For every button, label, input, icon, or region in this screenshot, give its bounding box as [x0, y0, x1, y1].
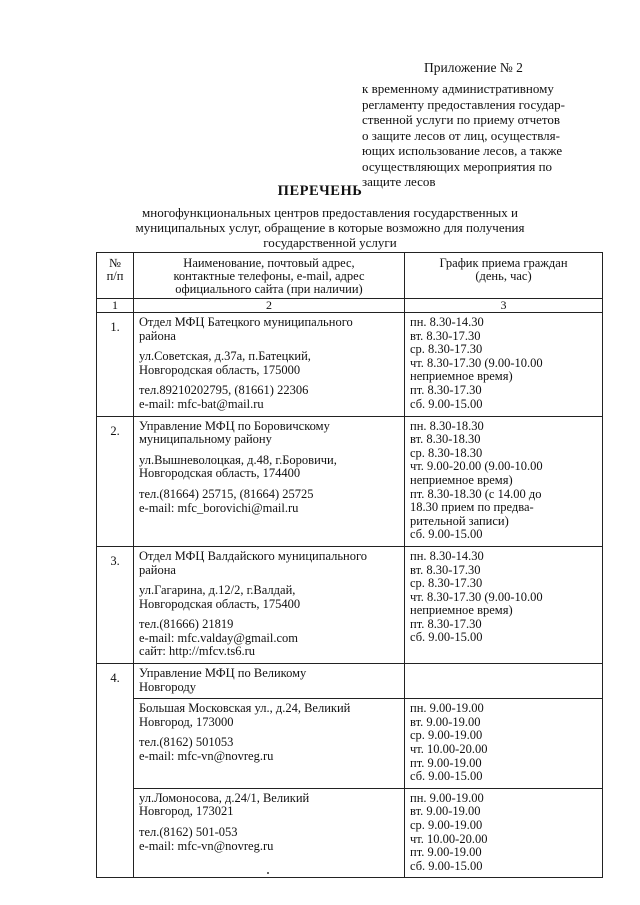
- contact-block: [139, 350, 400, 377]
- table-row: [97, 416, 603, 546]
- header-schedule: [405, 253, 603, 299]
- regulation-line: ющих использование лесов, а также: [362, 143, 563, 158]
- schedule-line: неприемное время): [410, 472, 513, 487]
- contact-line: ул.Советская, д.37а, п.Батецкий,: [139, 349, 311, 364]
- column-number: 2: [134, 299, 405, 313]
- header-num: [97, 253, 134, 299]
- contact-cell: [134, 313, 405, 417]
- contact-block: [139, 667, 400, 694]
- schedule-cell: [405, 664, 603, 699]
- scan-speck: [267, 872, 269, 874]
- schedule-cell: [405, 313, 603, 417]
- column-number-row: [97, 299, 603, 313]
- regulation-reference: [362, 81, 622, 190]
- contact-line: Новгород, 173021: [139, 804, 234, 819]
- contact-line: Отдел МФЦ Батецкого муниципального: [139, 315, 353, 329]
- schedule-line: сб. 9.00-15.00: [410, 396, 483, 411]
- contact-line: e-mail: mfc-vn@novreg.ru: [139, 749, 274, 764]
- schedule-line: пт. 9.00-19.00: [410, 845, 482, 860]
- schedule-cell: [405, 788, 603, 878]
- schedule-line: ср. 8.30-18.30: [410, 445, 483, 460]
- contact-line: Большая Московская ул., д.24, Великий: [139, 701, 351, 716]
- contact-line: Новгородская область, 175000: [139, 362, 301, 377]
- schedule-cell: [405, 546, 603, 663]
- row-number: 1.: [97, 313, 134, 417]
- column-number: 3: [405, 299, 603, 313]
- schedule-line: вт. 8.30-17.30: [410, 562, 481, 577]
- regulation-line: ственной услуги по приему отчетов: [362, 112, 561, 127]
- table-row: [97, 664, 603, 699]
- subtitle-line: многофункциональных центров предоставления государственных и: [142, 205, 518, 220]
- table-row: [97, 699, 603, 789]
- schedule-cell: [405, 699, 603, 789]
- schedule-cell: [405, 416, 603, 546]
- contact-cell: [134, 788, 405, 878]
- subtitle-line: муниципальных услуг, обращение в которые возможно для получения: [135, 220, 525, 235]
- contact-block: [139, 550, 400, 577]
- contact-line: муниципальному району: [139, 432, 272, 447]
- schedule-line: вт. 9.00-19.00: [410, 714, 481, 729]
- contact-cell: [134, 699, 405, 789]
- document-title: ПЕРЕЧЕНЬ: [277, 183, 363, 199]
- contact-cell: [134, 664, 405, 699]
- schedule-line: вт. 8.30-18.30: [410, 432, 481, 447]
- schedule-line: пн. 8.30-18.30: [410, 418, 484, 433]
- schedule-line: вт. 9.00-19.00: [410, 804, 481, 819]
- schedule-line: неприемное время): [410, 369, 513, 384]
- contact-block: [139, 420, 400, 447]
- header-name-line: контактные телефоны, e-mail, адрес: [173, 269, 365, 283]
- schedule-line: пт. 9.00-19.00: [410, 755, 482, 770]
- contact-line: Новгороду: [139, 679, 196, 694]
- regulation-line: осуществляющих мероприятия по: [362, 158, 553, 174]
- schedule-line: ср. 9.00-19.00: [410, 818, 483, 832]
- header-num-line: №: [109, 256, 121, 270]
- schedule-line: ср. 8.30-17.30: [410, 342, 483, 357]
- contact-line: e-mail: mfc.valday@gmail.com: [139, 630, 299, 645]
- schedule-line: сб. 9.00-15.00: [410, 858, 483, 873]
- mfc-table: [96, 252, 603, 878]
- schedule-line: рительной записи): [410, 513, 509, 528]
- header-name-line: официального сайта (при наличии): [175, 282, 363, 296]
- contact-block: [139, 454, 400, 481]
- schedule-line: пн. 9.00-19.00: [410, 790, 484, 805]
- contact-block: [139, 488, 400, 515]
- header-schedule-line: График приема граждан: [439, 256, 568, 270]
- contact-line: тел.(8162) 501-053: [139, 825, 238, 839]
- contact-block: [139, 702, 400, 729]
- row-number: 3.: [97, 546, 134, 663]
- table-row: [97, 546, 603, 663]
- schedule-line: ср. 8.30-17.30: [410, 576, 483, 591]
- contact-line: Управление МФЦ по Великому: [139, 666, 307, 681]
- contact-cell: [134, 546, 405, 663]
- schedule-line: пн. 8.30-14.30: [410, 315, 484, 329]
- header-num-line: п/п: [106, 269, 124, 283]
- schedule-line: чт. 9.00-20.00 (9.00-10.00: [410, 459, 543, 474]
- contact-line: тел.(81666) 21819: [139, 617, 234, 632]
- regulation-line: регламенту предоставления государ-: [362, 96, 565, 112]
- contact-line: сайт: http://mfcv.ts6.ru: [139, 644, 255, 659]
- schedule-line: неприемное время): [410, 603, 513, 618]
- header-name-line: Наименование, почтовый адрес,: [183, 256, 355, 270]
- regulation-line: о защите лесов от лиц, осуществля-: [362, 127, 560, 143]
- schedule-line: чт. 10.00-20.00: [410, 831, 488, 846]
- contact-block: [139, 584, 400, 611]
- document-subtitle: [100, 205, 560, 250]
- contact-block: [139, 826, 400, 853]
- contact-block: [139, 384, 400, 411]
- schedule-line: пт. 8.30-18.30 (с 14.00 до: [410, 486, 542, 501]
- contact-block: [139, 316, 400, 343]
- schedule-line: чт. 8.30-17.30 (9.00-10.00: [410, 355, 543, 370]
- contact-line: Новгородская область, 174400: [139, 466, 301, 481]
- row-number: 4.: [97, 664, 134, 878]
- column-number: 1: [97, 299, 134, 313]
- schedule-line: сб. 9.00-15.00: [410, 527, 483, 542]
- contact-line: Управление МФЦ по Боровичскому: [139, 418, 330, 433]
- schedule-line: 18.30 прием по предва-: [410, 500, 534, 515]
- contact-line: e-mail: mfc-vn@novreg.ru: [139, 838, 274, 853]
- table-header-row: [97, 253, 603, 299]
- row-number: 2.: [97, 416, 134, 546]
- contact-line: района: [139, 328, 176, 343]
- contact-block: [139, 736, 400, 763]
- schedule-line: пн. 8.30-14.30: [410, 548, 484, 563]
- contact-line: ул.Вышневолоцкая, д.48, г.Боровичи,: [139, 452, 337, 467]
- contact-line: тел.(81664) 25715, (81664) 25725: [139, 486, 314, 501]
- table-row: [97, 788, 603, 878]
- regulation-line: к временному административному: [362, 81, 554, 96]
- contact-line: тел.89210202795, (81661) 22306: [139, 383, 309, 398]
- header-schedule-line: (день, час): [475, 269, 532, 283]
- subtitle-line: государственной услуги: [263, 235, 397, 250]
- schedule-line: пн. 9.00-19.00: [410, 701, 484, 716]
- schedule-line: вт. 8.30-17.30: [410, 328, 481, 343]
- schedule-line: сб. 9.00-15.00: [410, 630, 483, 645]
- contact-line: Новгород, 173000: [139, 714, 234, 729]
- schedule-line: пт. 8.30-17.30: [410, 616, 482, 631]
- table-row: [97, 313, 603, 417]
- appendix-label: Приложение № 2: [424, 60, 523, 75]
- contact-line: Новгородская область, 175400: [139, 596, 301, 611]
- contact-block: [139, 618, 400, 659]
- schedule-line: чт. 10.00-20.00: [410, 742, 488, 757]
- contact-cell: [134, 416, 405, 546]
- regulation-line: защите лесов: [362, 174, 436, 189]
- header-name: [134, 253, 405, 299]
- contact-line: e-mail: mfc-bat@mail.ru: [139, 396, 264, 411]
- contact-line: ул.Ломоносова, д.24/1, Великий: [139, 790, 310, 805]
- schedule-line: пт. 8.30-17.30: [410, 382, 482, 397]
- contact-line: района: [139, 562, 176, 577]
- schedule-line: сб. 9.00-15.00: [410, 769, 483, 784]
- contact-line: ул.Гагарина, д.12/2, г.Валдай,: [139, 583, 296, 598]
- schedule-line: ср. 9.00-19.00: [410, 728, 483, 743]
- contact-block: [139, 792, 400, 819]
- schedule-line: чт. 8.30-17.30 (9.00-10.00: [410, 589, 543, 604]
- contact-line: Отдел МФЦ Валдайского муниципального: [139, 548, 368, 563]
- contact-line: e-mail: mfc_borovichi@mail.ru: [139, 500, 299, 515]
- contact-line: тел.(8162) 501053: [139, 735, 234, 750]
